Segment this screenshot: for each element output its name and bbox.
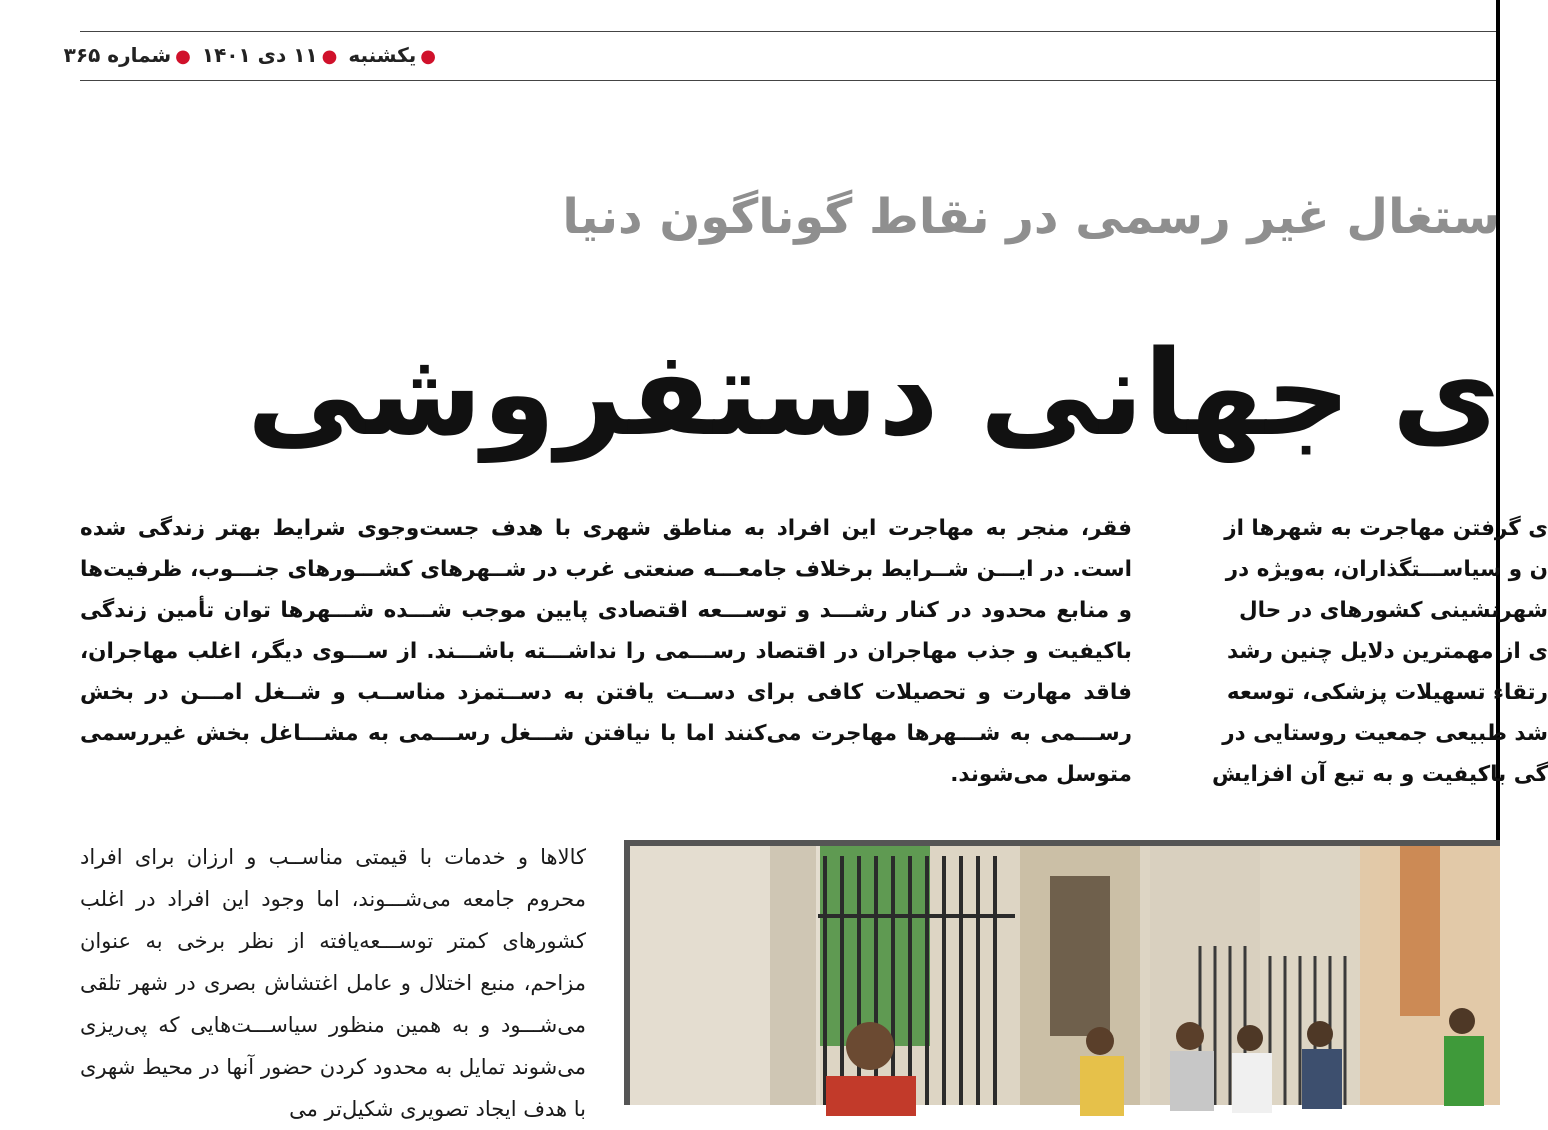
lead-right-line: ی گرفتن مهاجرت به شهرها از [1224,516,1548,541]
header-rule-top [80,31,1500,32]
person-head [1176,1022,1204,1050]
vendor-shirt [1080,1056,1124,1116]
person-head [1086,1027,1114,1055]
vendor-shirt [1170,1051,1214,1111]
body-paragraph: کالاها و خدمات با قیمتی مناســب و ارزان برای افراد محروم جامعه می‌شـــوند، اما وجود این افراد در اغلب کشورهای کمتر توســـعه‌یافته از نظر برخی به عنوان مزاحم، منبع اختلال و عامل اغتشاش بصری در شهر تلقی می‌شـــود و به همین منظور سیاســـت‌هایی که پی‌ریزی می‌شوند تمایل به محدود کردن حضور آنها در محیط شهری با هدف ایجاد تصویری شکیل‌تر می‌ [80,845,586,1121]
issue-info [63,40,440,70]
issue-date: ۱۱ دی ۱۴۰۱ [201,43,318,67]
vendor-shirt [1302,1049,1342,1109]
person-head [1237,1025,1263,1051]
street-vendors-photo [624,840,1500,1105]
lead-right-line: گی باکیفیت و به تبع آن افزایش [1212,762,1548,787]
body-column-left [80,836,586,1121]
person-shirt [826,1076,916,1116]
article-headline: ی جهانی دستفروشی [246,324,1500,462]
lead-right-line: ن و سیاســـتگذاران، به‌ویژه در [1225,557,1548,582]
person-head [1307,1021,1333,1047]
person-head [846,1022,894,1070]
article-subtitle: ستغال غیر رسمی در نقاط گوناگون دنیا [562,189,1500,245]
issue-day: یکشنبه [348,43,417,67]
door-window [1050,876,1110,1036]
header-rule-bottom [80,80,1500,81]
photo-illustration [630,846,1500,1105]
bullet-icon: ● [321,46,338,67]
lead-paragraph: فقر، منجر به مهاجرت این افراد به مناطق شهری با هدف جست‌وجوی شرایط بهتر زندگی شده است. در ایـــن شــرایط برخلاف جامعـــه صنعتی غرب در شــهرهای کشـــورهای جنـــوب، ظرفیت‌ها و منابع محدود در کنار رشـــد و توســـعه اقتصادی پایین موجب شـــده شـــهرها توان تأمین زندگی باکیفیت و جذب مهاجران در اقتصاد رســـمی را نداشـــته باشـــند. از ســـوی دیگر، اغلب مهاجران، فاقد مهارت و تحصیلات کافی برای دســت یافتن به دســتمزد مناســب و شــغل امـــن در بخش رســـمی به شـــهرها مهاجرت می‌کنند اما با نیافتن شـــغل رســـمی به مشـــاغل بخش غیررسمی متوسل می‌شوند. [80,516,1132,787]
lead-column-right [1172,508,1548,808]
lead-right-line: رتقاء تسهیلات پزشکی، توسعه [1226,680,1548,705]
lead-right-line: شهرنشینی کشورهای در حال [1239,598,1548,623]
issue-number: شماره ۳۶۵ [63,43,172,67]
bullet-icon: ● [420,46,436,67]
person-head [1449,1008,1475,1034]
orange-facade [1400,846,1440,1016]
lead-column-main [80,508,1132,808]
lead-right-line: شد طبیعی جمعیت روستایی در [1222,721,1548,746]
vendor-shirt [1232,1053,1272,1113]
bullet-icon: ● [175,46,191,67]
stone-pillar [770,846,816,1105]
vendor-shirt [1444,1036,1484,1106]
lead-right-line: ی از مهمترین دلایل چنین رشد [1226,639,1548,664]
